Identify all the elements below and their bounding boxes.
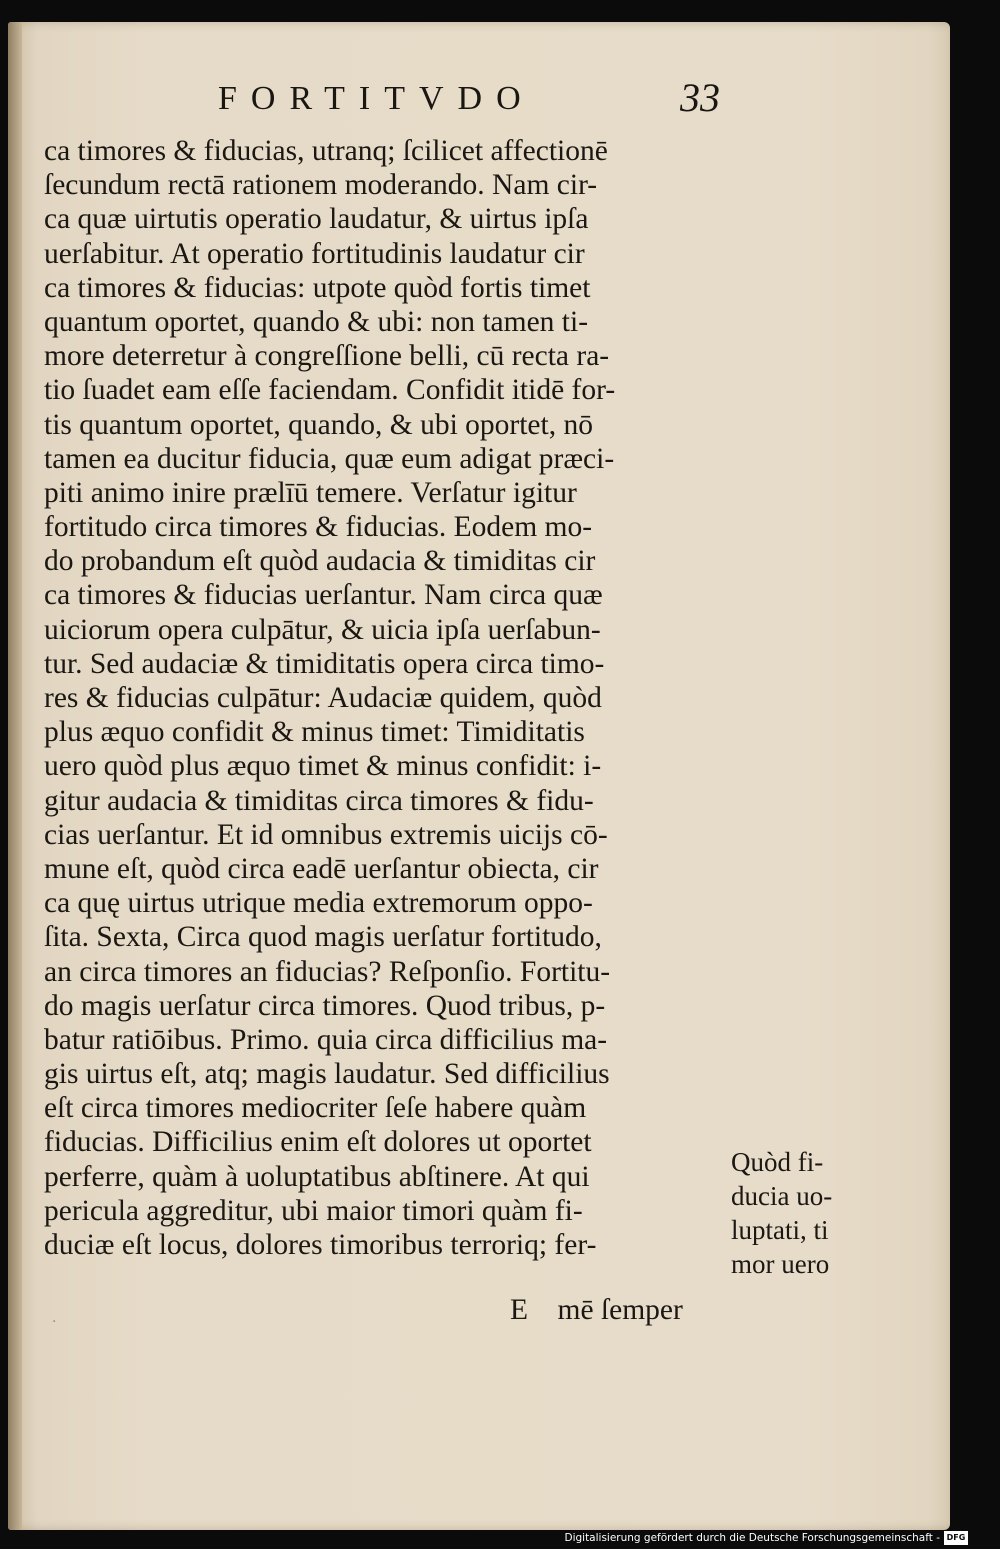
text-line: fortitudo circa timores & fiducias. Eodem mo- [44, 511, 593, 544]
text-line: res & fiducias culpātur: Audaciæ quidem, quòd [44, 682, 602, 714]
text-line: more deterretur à congreſſione belli, cū recta ra- [44, 340, 610, 373]
text-line: plus æquo confidit & minus timet: Timiditatis [44, 716, 585, 749]
ink-speck: · [52, 1314, 57, 1330]
text-line: fiducias. Difficilius enim eſt dolores ut oportet [44, 1126, 592, 1159]
text-line: an circa timores an fiducias? Reſponſio. Fortitu- [44, 955, 611, 988]
text-line: do probandum eſt quòd audacia & timiditas cir [44, 545, 596, 578]
text-line: pericula aggreditur, ubi maior timori quàm fi- [44, 1194, 583, 1227]
catchword-line: E mē ſemper [510, 1294, 683, 1326]
text-line: duciæ eſt locus, dolores timoribus terroriq; fer- [44, 1229, 597, 1261]
main-text-block [44, 134, 734, 1262]
text-line: tis quantum oportet, quando, & ubi oportet, nō [44, 408, 593, 441]
text-line: ca timores & fiducias: utpote quòd fortis timet [44, 271, 591, 304]
text-line: uiciorum opera culpātur, & uicia ipſa uerſabun- [44, 613, 601, 646]
text-line: cias uerſantur. Et id omnibus extremis uicijs cō- [44, 818, 608, 851]
text-line: mune eſt, quòd circa eadē uerſantur obiecta, cir [44, 852, 599, 885]
marginal-note-line: Quòd fi- [731, 1147, 824, 1177]
text-line: uero quòd plus æquo timet & minus confidit: i- [44, 750, 602, 783]
text-line: quantum oportet, quando & ubi: non tamen ti- [44, 305, 589, 338]
marginal-note-line: luptati, ti [731, 1215, 829, 1245]
marginal-note-line: mor uero [731, 1249, 830, 1279]
text-line: ca timores & fiducias uerſantur. Nam circa quæ [44, 579, 603, 612]
page-gutter-shadow [8, 22, 22, 1530]
text-line: ſita. Sexta, Circa quod magis uerſatur fortitudo, [44, 921, 602, 954]
text-line: gitur audacia & timiditas circa timores & fidu- [44, 784, 594, 817]
footer-credit: Digitalisierung gefördert durch die Deutsche Forschungsgemeinschaft - [564, 1532, 940, 1544]
text-line: tio ſuadet eam eſſe faciendam. Confidit itidē for- [44, 374, 616, 407]
text-line: do magis uerſatur circa timores. Quod tribus, p- [44, 989, 606, 1022]
marginal-note [731, 1145, 931, 1281]
text-line: uerſabitur. At operatio fortitudinis laudatur cir [44, 237, 585, 270]
text-line: gis uirtus eſt, atq; magis laudatur. Sed difficilius [44, 1058, 610, 1091]
book-page [8, 22, 950, 1530]
text-line: tamen ea ducitur fiducia, quæ eum adigat præci- [44, 442, 615, 475]
digitization-footer [564, 1531, 968, 1545]
dfg-logo-icon: DFG [944, 1531, 968, 1545]
text-line: ca timores & fiducias, utranq; ſcilicet affectionē [44, 135, 608, 167]
text-line: batur ratiōibus. Primo. quia circa difficilius ma- [44, 1023, 608, 1056]
text-line: piti animo inire prælīū temere. Verſatur igitur [44, 476, 577, 509]
marginal-note-line: ducia uo- [731, 1181, 833, 1211]
text-line: eſt circa timores mediocriter ſeſe habere quàm [44, 1092, 587, 1125]
running-head: FORTITVDO [218, 80, 535, 117]
text-line: ca quę uirtus utrique media extremorum oppo- [44, 887, 593, 920]
text-line: ca quæ uirtutis operatio laudatur, & uirtus ipſa [44, 203, 589, 236]
text-line: perferre, quàm à uoluptatibus abſtinere. At qui [44, 1160, 590, 1193]
text-line: ſecundum rectā rationem moderando. Nam cir- [44, 169, 598, 202]
page-number: 33 [680, 75, 720, 120]
text-line: tur. Sed audaciæ & timiditatis opera circa timo- [44, 647, 605, 680]
